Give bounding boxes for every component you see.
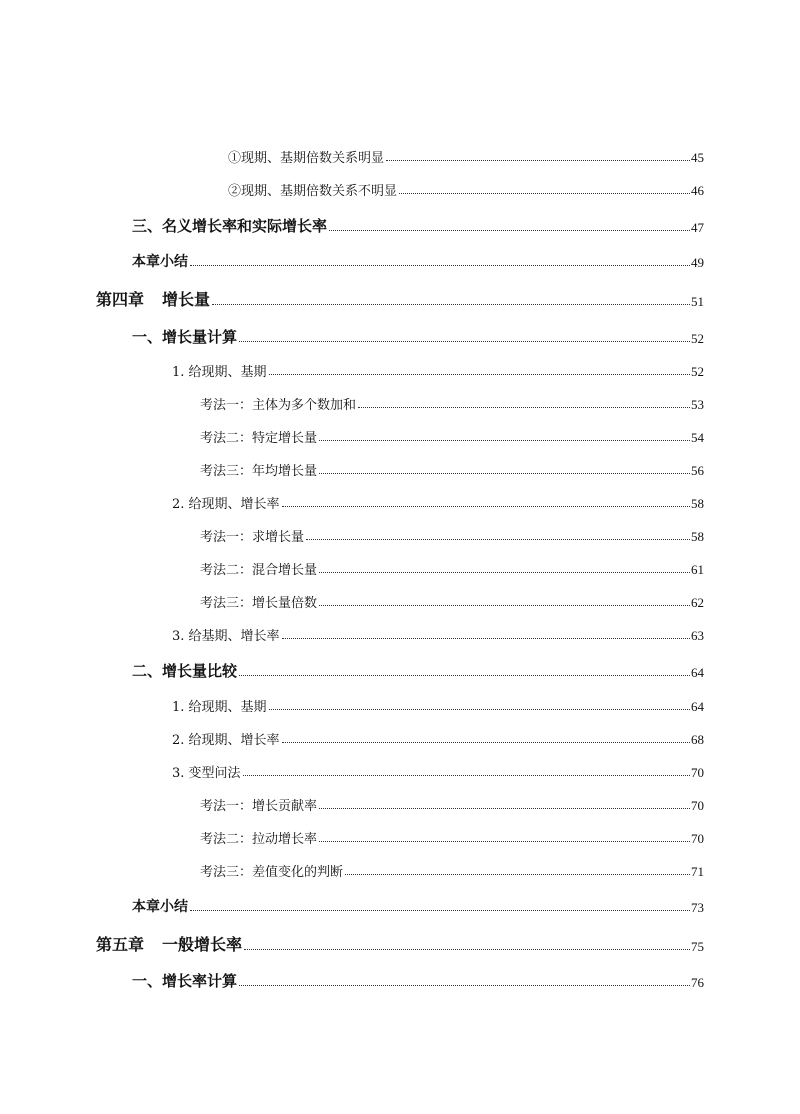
- toc-page-number: 56: [691, 463, 704, 478]
- toc-page-number: 70: [691, 831, 704, 846]
- dot-leader: [239, 985, 690, 986]
- toc-entry-label: ②现期、基期倍数关系不明显: [228, 184, 398, 199]
- toc-entry-label: 2. 给现期、增长率: [172, 733, 280, 748]
- toc-entry[interactable]: [132, 970, 704, 991]
- toc-page-number: 52: [691, 364, 704, 379]
- toc-entry[interactable]: [200, 592, 704, 611]
- toc-page-number: 68: [691, 732, 704, 747]
- toc-chapter-entry[interactable]: [96, 932, 704, 955]
- toc-entry-label: 1. 给现期、基期: [172, 365, 267, 380]
- toc-entry[interactable]: [200, 828, 704, 847]
- toc-entry-label: 考法三：年均增长量: [200, 464, 318, 479]
- toc-page-number: 64: [691, 665, 704, 680]
- toc-entry[interactable]: [132, 251, 704, 271]
- toc-entry[interactable]: [172, 729, 704, 748]
- toc-entry[interactable]: [132, 326, 704, 347]
- chapter-number: 第五章: [96, 935, 145, 954]
- dot-leader: [212, 304, 690, 305]
- toc-entry[interactable]: [200, 795, 704, 814]
- toc-page-number: 70: [691, 765, 704, 780]
- toc-page-number: 62: [691, 595, 704, 610]
- dot-leader: [329, 230, 690, 231]
- toc-entry-label: 1. 给现期、基期: [172, 700, 267, 715]
- toc-entry[interactable]: [228, 180, 704, 199]
- toc-page-number: 63: [691, 628, 704, 643]
- dot-leader: [190, 265, 690, 266]
- toc-page-number: 64: [691, 699, 704, 714]
- toc-entry[interactable]: [200, 526, 704, 545]
- chapter-number: 第四章: [96, 290, 145, 309]
- toc-entry-label: 一、增长量计算: [132, 328, 238, 346]
- toc-entry-label: 一、增长率计算: [132, 972, 238, 990]
- dot-leader: [282, 506, 690, 507]
- dot-leader: [306, 539, 690, 540]
- toc-page-number: 70: [691, 798, 704, 813]
- dot-leader: [319, 605, 690, 606]
- toc-entry-label: 考法二：拉动增长率: [200, 832, 318, 847]
- toc-chapter-entry[interactable]: [96, 287, 704, 310]
- toc-page-number: 47: [691, 220, 704, 235]
- dot-leader: [345, 874, 690, 875]
- dot-leader: [244, 949, 690, 950]
- toc-entry-label: 三、名义增长率和实际增长率: [132, 217, 328, 235]
- dot-leader: [358, 407, 690, 408]
- toc-entry[interactable]: [132, 896, 704, 916]
- toc-entry-label: ①现期、基期倍数关系明显: [228, 151, 385, 166]
- toc-entry-label: 考法二：混合增长量: [200, 563, 318, 578]
- toc-entry[interactable]: [172, 696, 704, 715]
- dot-leader: [269, 709, 690, 710]
- dot-leader: [399, 193, 690, 194]
- toc-page-number: 61: [691, 562, 704, 577]
- toc-entry-label: 3. 变型问法: [172, 766, 241, 781]
- toc-entry[interactable]: [200, 559, 704, 578]
- toc-entry-label: 3. 给基期、增长率: [172, 629, 280, 644]
- toc-entry[interactable]: [200, 460, 704, 479]
- toc-entry[interactable]: [132, 660, 704, 681]
- toc-page-number: 75: [691, 939, 704, 954]
- toc-entry[interactable]: [228, 147, 704, 166]
- toc-entry[interactable]: [172, 625, 704, 644]
- toc-page-number: 71: [691, 864, 704, 879]
- toc-page-number: 58: [691, 496, 704, 511]
- toc-page-number: 76: [691, 975, 704, 990]
- toc-entry[interactable]: [172, 493, 704, 512]
- toc-page-number: 53: [691, 397, 704, 412]
- toc-entry-label: 考法三：增长量倍数: [200, 596, 318, 611]
- toc-entry-label: 2. 给现期、增长率: [172, 497, 280, 512]
- toc-entry[interactable]: [172, 762, 704, 781]
- toc-entry-label: 考法二：特定增长量: [200, 431, 318, 446]
- toc-entry-label: 考法一：主体为多个数加和: [200, 398, 357, 413]
- toc-entry-label: 本章小结: [132, 899, 188, 915]
- toc-chapter-label: [96, 287, 210, 310]
- toc-chapter-label: [96, 932, 242, 955]
- dot-leader: [190, 910, 690, 911]
- toc-page-number: 49: [691, 255, 704, 270]
- chapter-title: 增长量: [162, 290, 211, 309]
- toc-entry[interactable]: [132, 215, 704, 236]
- dot-leader: [319, 841, 690, 842]
- toc-entry[interactable]: [200, 394, 704, 413]
- dot-leader: [243, 775, 690, 776]
- toc-entry[interactable]: [172, 361, 704, 380]
- chapter-title: 一般增长率: [162, 935, 243, 954]
- dot-leader: [239, 675, 690, 676]
- toc-entry-label: 考法一：增长贡献率: [200, 799, 318, 814]
- toc-entry-label: 二、增长量比较: [132, 662, 238, 680]
- dot-leader: [319, 473, 690, 474]
- toc-page-number: 45: [691, 150, 704, 165]
- dot-leader: [239, 341, 690, 342]
- dot-leader: [282, 742, 690, 743]
- dot-leader: [319, 440, 690, 441]
- toc-entry-label: 考法三：差值变化的判断: [200, 865, 344, 880]
- toc-entry[interactable]: [200, 427, 704, 446]
- dot-leader: [282, 638, 690, 639]
- toc-page-number: 54: [691, 430, 704, 445]
- toc-page-number: 73: [691, 900, 704, 915]
- toc-entry-label: 考法一：求增长量: [200, 530, 305, 545]
- dot-leader: [269, 374, 690, 375]
- toc-entry[interactable]: [200, 861, 704, 880]
- toc-page-number: 58: [691, 529, 704, 544]
- toc-page-number: 51: [691, 294, 704, 309]
- toc-page-number: 46: [691, 183, 704, 198]
- toc-entry-label: 本章小结: [132, 254, 188, 270]
- dot-leader: [319, 572, 690, 573]
- dot-leader: [319, 808, 690, 809]
- toc-page-number: 52: [691, 331, 704, 346]
- dot-leader: [386, 160, 690, 161]
